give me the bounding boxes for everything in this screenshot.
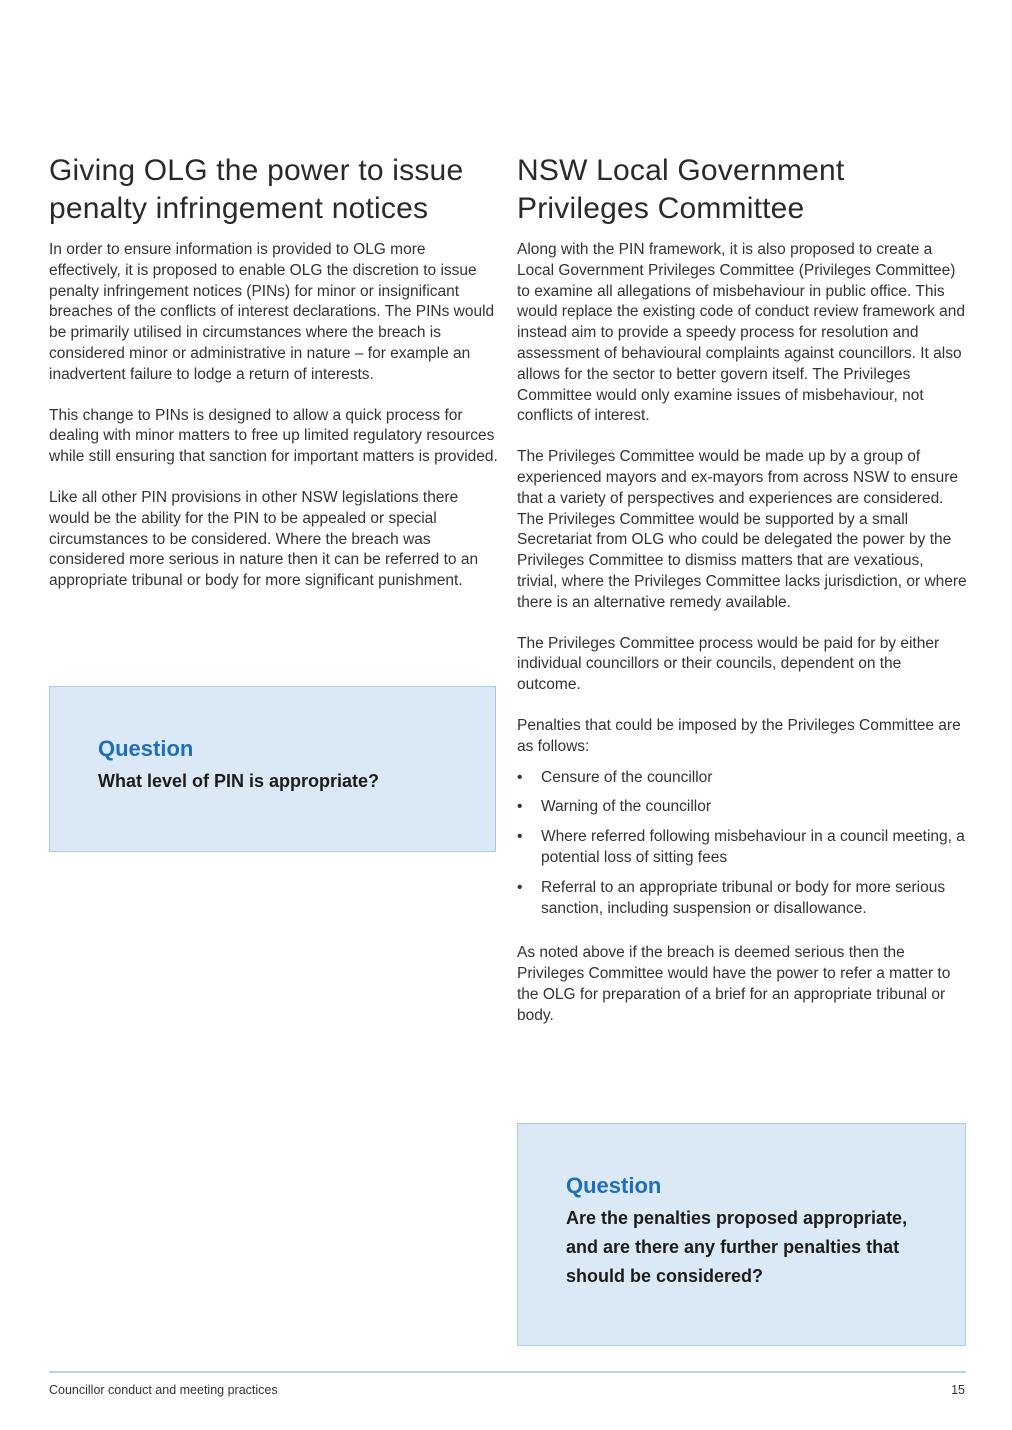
right-column: [517, 152, 967, 1047]
left-paragraph-2: This change to PINs is designed to allow a quick process for dealing with minor matters to free up limited regulatory resources while still ensuring that sanction for important matters is provided.: [49, 406, 498, 466]
right-paragraph-1: Along with the PIN framework, it is also proposed to create a Local Government Privileges Committee (Privileges Committee) to examine all allegations of misbehaviour in public office. This would replace the existing code of conduct review framework and instead aim to provide a speedy process for resolution and assessment of behavioural complaints against councillors. It also allows for the sector to better govern itself. The Privileges Committee would only examine issues of misbehaviour, not conflicts of interest.: [517, 241, 966, 425]
question-text: What level of PIN is appropriate?: [98, 771, 380, 791]
right-paragraph-2: The Privileges Committee would be made up by a group of experienced mayors and ex-mayors from across NSW to ensure that a variety of perspectives and experiences are considered. The Privileges Committee would be supported by a small Secretariat from OLG who could be delegated the power by the Privileges Committee to dismiss matters that are vexatious, trivial, where the Privileges Committee lacks jurisdiction, or where there is an alternative remedy available.: [517, 448, 967, 611]
question-box-penalties: [517, 1123, 966, 1346]
right-paragraph-3: The Privileges Committee process would be paid for by either individual councillors or their councils, dependent on the outcome.: [517, 634, 940, 694]
footer-divider: [49, 1371, 966, 1373]
penalties-list: [517, 768, 967, 920]
footer-document-title: Councillor conduct and meeting practices: [49, 1383, 278, 1397]
question-label: Question: [98, 736, 194, 761]
list-item: • Censure of the councillor: [517, 768, 967, 789]
left-paragraph-3: Like all other PIN provisions in other NSW legislations there would be the ability for the PIN to be appealed or special circumstances to be considered. Where the breach was considered more serious in nature then it can be referred to an appropriate tribunal or body for more significant punishment.: [49, 488, 479, 590]
right-paragraph-4: Penalties that could be imposed by the Privileges Committee are as follows:: [517, 716, 961, 755]
left-paragraph-1: In order to ensure information is provided to OLG more effectively, it is proposed to enable OLG the discretion to issue penalty infringement notices (PINs) for minor or insignificant breaches of the conflicts of interest declarations. The PINs would be primarily utilised in circumstances where the breach is considered minor or administrative in nature – for example an inadvertent failure to lodge a return of interests.: [49, 241, 495, 383]
question-box-pin: [49, 686, 496, 852]
footer-page-number: 15: [951, 1383, 965, 1397]
left-column: [49, 152, 499, 612]
question-text: Are the penalties proposed appropriate, and are there any further penalties that should be considered?: [566, 1208, 908, 1286]
list-item: • Where referred following misbehaviour in a council meeting, a potential loss of sitting fees: [517, 827, 967, 869]
left-heading: Giving OLG the power to issue penalty infringement notices: [49, 154, 464, 225]
right-closing-paragraph: As noted above if the breach is deemed serious then the Privileges Committee would have the power to refer a matter to the OLG for preparation of a brief for an appropriate tribunal or body.: [517, 944, 951, 1024]
list-item: • Warning of the councillor: [517, 797, 967, 818]
right-heading: NSW Local Government Privileges Committee: [517, 154, 845, 225]
question-label: Question: [566, 1173, 662, 1198]
list-item: • Referral to an appropriate tribunal or body for more serious sanction, including suspension or disallowance.: [517, 878, 967, 920]
